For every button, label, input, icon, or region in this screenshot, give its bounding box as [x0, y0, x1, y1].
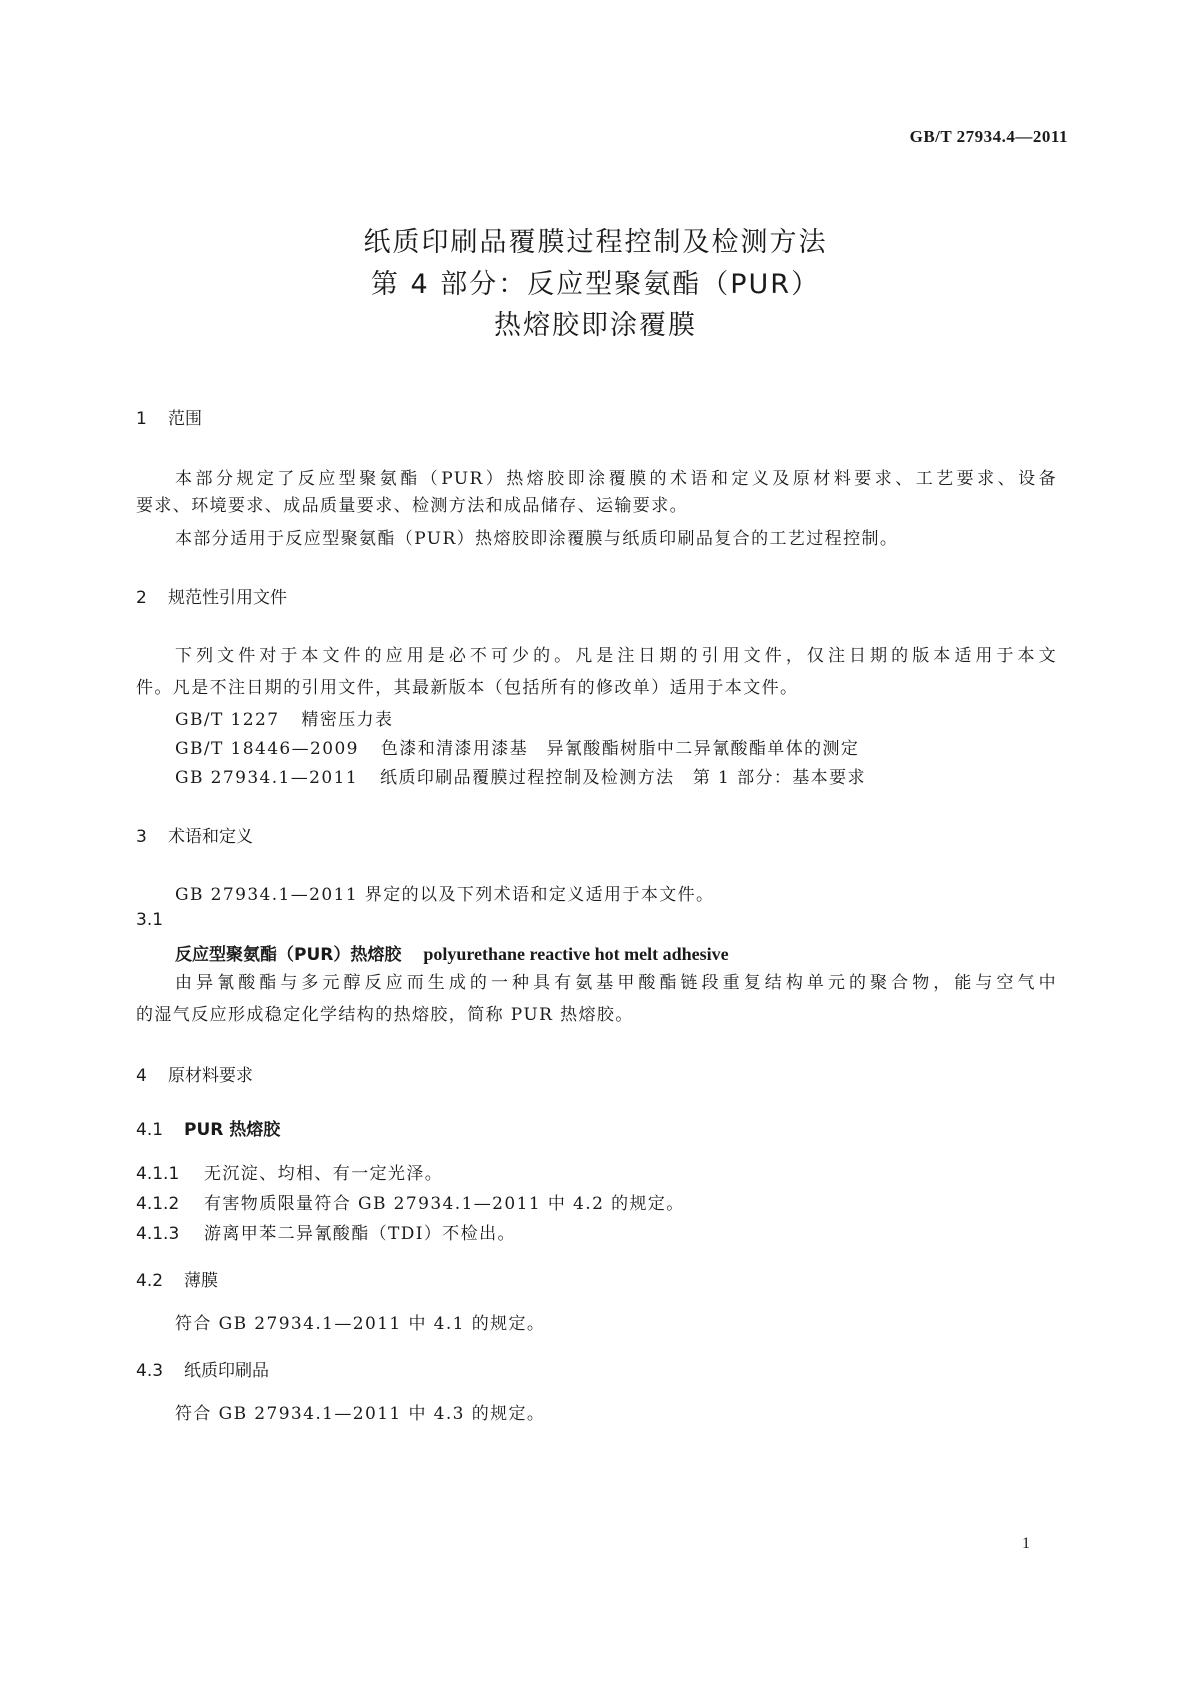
- section-1-heading: [136, 404, 202, 429]
- term-number: 3.1: [136, 910, 164, 930]
- s1-para1-line2: 要求、环境要求、成品质量要求、检测方法和成品储存、运输要求。: [136, 496, 688, 516]
- s3-intro: GB 27934.1—2011 界定的以及下列术语和定义适用于本文件。: [175, 885, 715, 905]
- clause-item: 4.1.3 游离甲苯二异氰酸酯（TDI）不检出。: [136, 1224, 516, 1244]
- ref-item: GB/T 1227 精密压力表: [175, 710, 394, 730]
- section-title: 规范性引用文件: [168, 588, 287, 608]
- section-number: 3: [136, 827, 147, 847]
- term-definition-line2: 的湿气反应形成稳定化学结构的热熔胶，简称 PUR 热熔胶。: [136, 1005, 634, 1025]
- s43-text: 符合 GB 27934.1—2011 中 4.3 的规定。: [175, 1404, 546, 1424]
- title-line-3: 热熔胶即涂覆膜: [494, 310, 697, 341]
- title-line-1: 纸质印刷品覆膜过程控制及检测方法: [363, 227, 828, 258]
- s2-para1-line1: 下列文件对于本文件的应用是必不可少的。凡是注日期的引用文件，仅注日期的版本适用于本文: [175, 646, 1057, 666]
- section-4-heading: [136, 1061, 253, 1086]
- s42-text: 符合 GB 27934.1—2011 中 4.1 的规定。: [175, 1314, 546, 1334]
- s1-para2: 本部分适用于反应型聚氨酯（PUR）热熔胶即涂覆膜与纸质印刷品复合的工艺过程控制。: [175, 529, 899, 549]
- section-title: 术语和定义: [168, 827, 253, 847]
- section-number: 1: [136, 409, 147, 429]
- subsection-4-2-heading: 4.2 薄膜: [136, 1271, 218, 1291]
- section-number: 4: [136, 1066, 147, 1086]
- s2-para1-line2: 件。凡是不注日期的引用文件，其最新版本（包括所有的修改单）适用于本文件。: [136, 678, 799, 698]
- title-line-2: 第 4 部分：反应型聚氨酯（PUR）: [370, 269, 821, 300]
- page-number: 1: [1022, 1535, 1030, 1552]
- term-heading: 反应型聚氨酯（PUR）热熔胶 polyurethane reactive hot melt adhesive: [175, 944, 729, 965]
- section-2-heading: [136, 583, 287, 608]
- s1-para1-line1: 本部分规定了反应型聚氨酯（PUR）热熔胶即涂覆膜的术语和定义及原材料要求、工艺要求、设备: [175, 469, 1057, 489]
- section-number: 2: [136, 588, 147, 608]
- subsection-4-1-heading: 4.1 PUR 热熔胶: [136, 1120, 281, 1140]
- ref-item: GB/T 18446—2009 色漆和清漆用漆基 异氰酸酯树脂中二异氰酸酯单体的测定: [175, 739, 860, 759]
- ref-item: GB 27934.1—2011 纸质印刷品覆膜过程控制及检测方法 第 1 部分：基本要求: [175, 768, 866, 788]
- clause-item: 4.1.2 有害物质限量符合 GB 27934.1—2011 中 4.2 的规定。: [136, 1194, 685, 1214]
- section-title: 范围: [168, 409, 202, 429]
- subsection-4-3-heading: 4.3 纸质印刷品: [136, 1361, 269, 1381]
- section-3-heading: [136, 822, 253, 847]
- clause-item: 4.1.1 无沉淀、均相、有一定光泽。: [136, 1164, 444, 1184]
- section-title: 原材料要求: [168, 1066, 253, 1086]
- standard-code: GB/T 27934.4—2011: [909, 127, 1068, 146]
- term-definition-line1: 由异氰酸酯与多元醇反应而生成的一种具有氨基甲酸酯链段重复结构单元的聚合物，能与空气中: [175, 973, 1057, 993]
